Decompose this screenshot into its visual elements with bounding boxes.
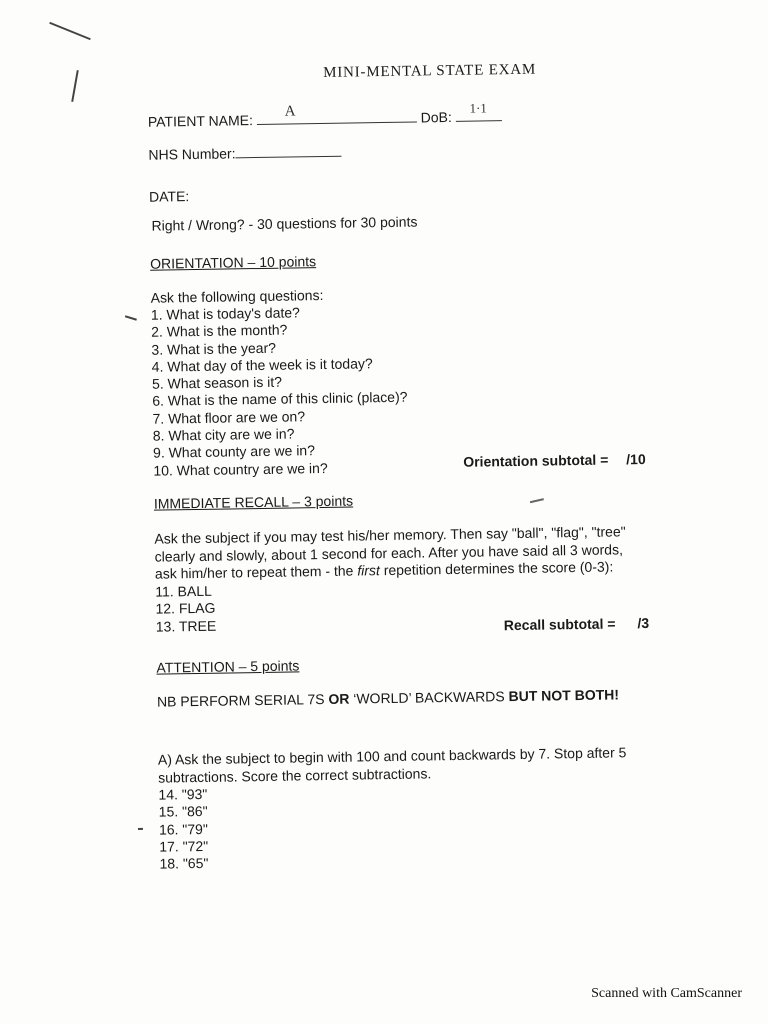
list-item: 1. What is today's date? [150, 304, 301, 323]
dob-field [456, 100, 502, 122]
nb-emphasis: OR [328, 690, 350, 707]
nb-text: ‘WORLD’ BACKWARDS [349, 688, 509, 707]
recall-instructions [154, 523, 626, 583]
nhs-number-field [235, 144, 341, 159]
list-item: 3. What is the year? [151, 339, 277, 358]
scan-speck-mark [530, 498, 544, 503]
attention-part-a-line: A) Ask the subject to begin with 100 and count backwards by 7. Stop after 5 [157, 744, 627, 768]
list-item: 6. What is the name of this clinic (place)? [152, 389, 408, 410]
patient-name-value: A [284, 103, 296, 120]
list-item: 5. What season is it? [151, 373, 283, 392]
attention-heading: ATTENTION – 5 points [156, 657, 300, 676]
attention-nb-note [157, 686, 619, 709]
recall-subtotal-max: /3 [637, 614, 650, 632]
list-item: 18. "65" [159, 855, 209, 872]
recall-instructions-text: repetition determines the score (0-3): [379, 558, 614, 579]
list-item: 2. What is the month? [151, 321, 288, 340]
recall-instructions-line: Ask the subject if you may test his/her memory. Then say "ball", "flag", "tree" [154, 523, 626, 547]
recall-instructions-line: clearly and slowly, about 1 second for each. After you have said all 3 words, [154, 540, 624, 565]
date-label: DATE: [148, 188, 190, 205]
nb-emphasis: BUT NOT BOTH! [508, 686, 620, 705]
dob-value: 1·1 [469, 100, 487, 116]
orientation-subtotal [463, 451, 646, 470]
list-item: 11. BALL [155, 582, 212, 600]
recall-heading: IMMEDIATE RECALL – 3 points [153, 492, 354, 512]
scoring-note [151, 214, 417, 234]
orientation-subtotal-max: /10 [626, 450, 646, 468]
recall-subtotal-label: Recall subtotal = [503, 615, 616, 634]
list-item: 7. What floor are we on? [152, 408, 306, 427]
recall-items [155, 583, 216, 636]
orientation-questions [151, 303, 409, 480]
list-item: 14. "93" [158, 785, 208, 803]
nhs-number-label: NHS Number: [148, 145, 236, 163]
patient-name-label: PATIENT NAME: [147, 112, 254, 130]
dob-label: DoB: [420, 108, 452, 126]
list-item: 8. What city are we in? [152, 425, 295, 444]
list-item: 4. What day of the week is it today? [151, 355, 373, 375]
nhs-number-row [148, 144, 341, 163]
list-item: 13. TREE [155, 617, 217, 635]
list-item: 12. FLAG [155, 600, 216, 617]
recall-instructions-text: ask him/her to repeat them - the [154, 562, 358, 582]
scanner-footer: Scanned with CamScanner [591, 986, 742, 1001]
patient-name-field [257, 103, 417, 126]
list-item: 15. "86" [158, 803, 208, 820]
patient-name-row [147, 100, 502, 130]
margin-tick-mark [138, 828, 143, 830]
orientation-subtotal-label: Orientation subtotal = [463, 451, 609, 470]
recall-subtotal [504, 615, 649, 633]
recall-instructions-emphasis: first [357, 562, 380, 579]
attention-items [158, 786, 208, 873]
orientation-intro: Ask the following questions: [150, 286, 324, 306]
orientation-heading: ORIENTATION – 10 points [149, 253, 317, 272]
attention-part-a [158, 744, 627, 786]
list-item: 9. What county are we in? [152, 442, 316, 462]
attention-part-a-line: subtractions. Score the correct subtractions. [158, 764, 432, 786]
nb-text: NB PERFORM SERIAL 7S [156, 690, 329, 710]
list-item: 10. What country are we in? [153, 459, 328, 479]
margin-tick-mark [125, 315, 137, 320]
list-item: 16. "79" [158, 820, 208, 838]
scoring-note-text: Right / Wrong? - 30 questions for 30 points [151, 213, 418, 234]
document-title: MINI-MENTAL STATE EXAM [323, 61, 537, 81]
list-item: 17. "72" [159, 837, 209, 855]
